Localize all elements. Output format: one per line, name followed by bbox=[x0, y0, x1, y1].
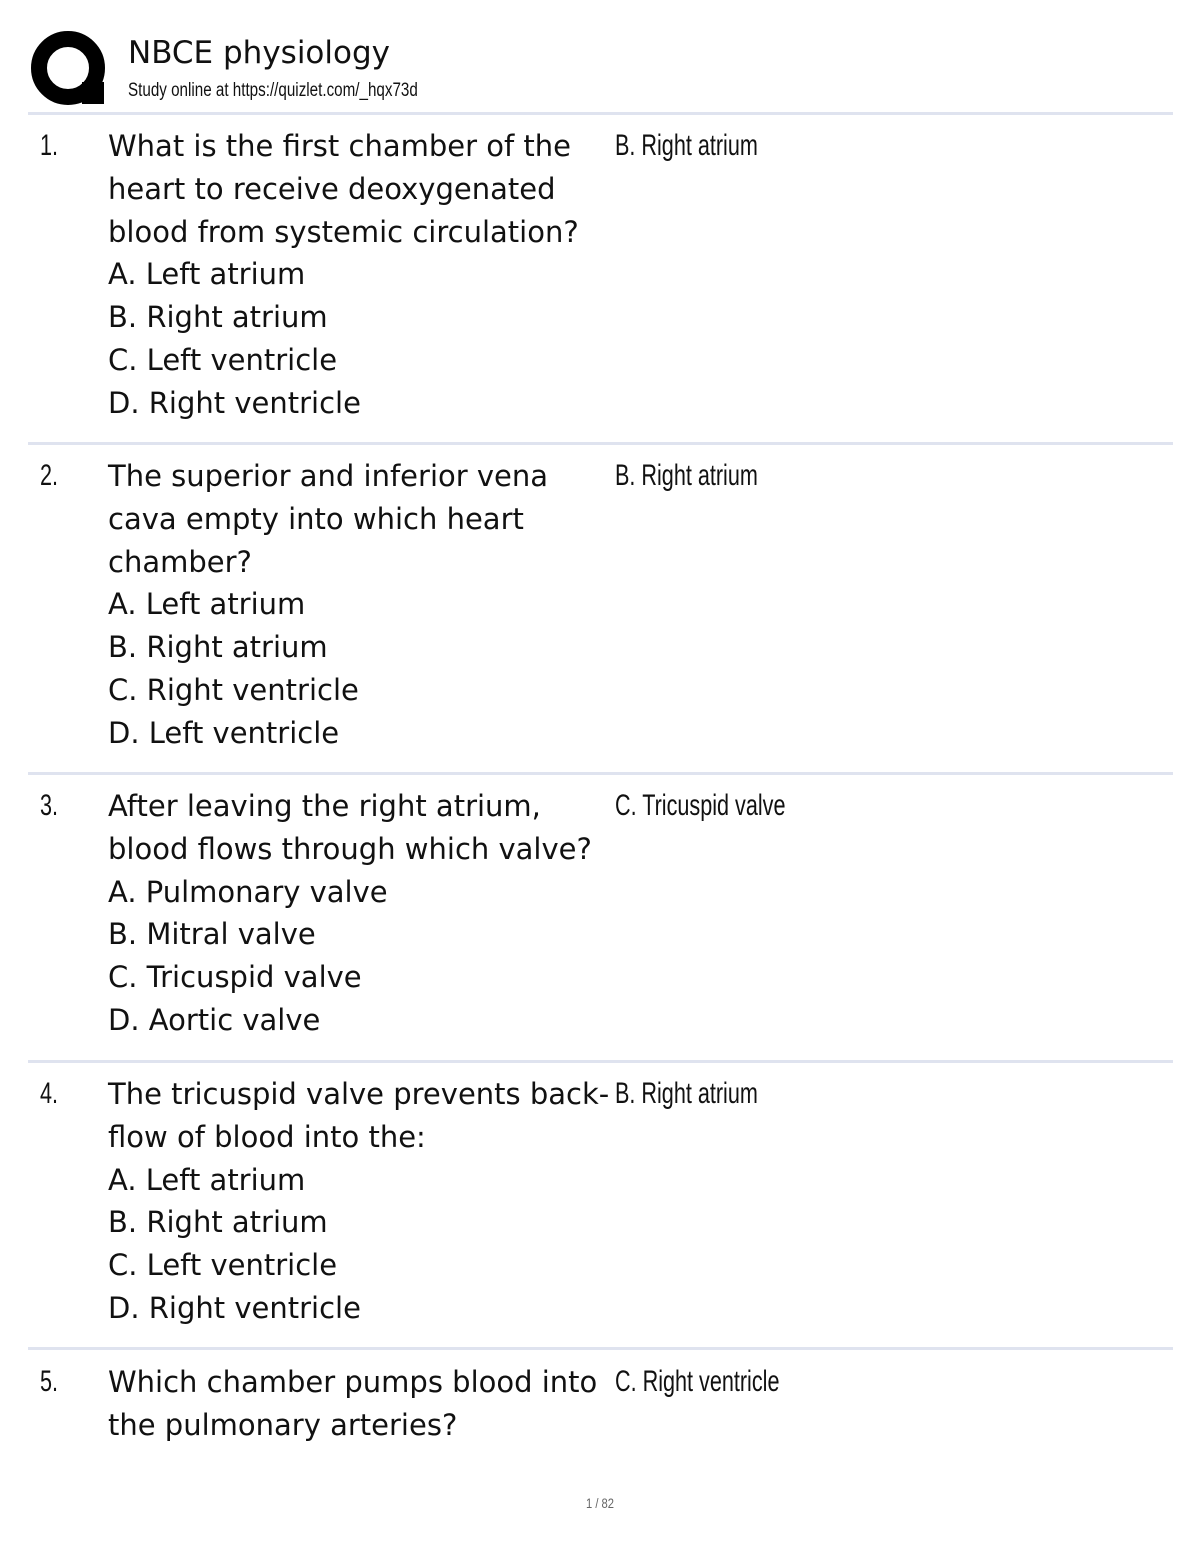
answer-option: C. Left ventricle bbox=[108, 342, 338, 377]
answer-option: A. Left atrium bbox=[108, 587, 306, 622]
card-number: 5. bbox=[40, 1365, 59, 1398]
quizlet-logo-icon bbox=[30, 30, 108, 108]
question-line: What is the first chamber of the bbox=[108, 129, 571, 163]
question-line: blood from systemic circulation? bbox=[108, 214, 579, 249]
card-number: 2. bbox=[40, 459, 59, 492]
card-answer: B. Right atrium bbox=[615, 459, 758, 492]
question-line: flow of blood into the: bbox=[108, 1119, 426, 1154]
answer-option: C. Left ventricle bbox=[108, 1248, 338, 1283]
divider bbox=[28, 112, 1173, 115]
card-answer: C. Tricuspid valve bbox=[615, 789, 786, 822]
card-answer: C. Right ventricle bbox=[615, 1365, 780, 1398]
question-line: cava empty into which heart bbox=[108, 501, 524, 536]
answer-option: D. Right ventricle bbox=[108, 385, 361, 420]
card-question bbox=[108, 785, 608, 1042]
answer-option: A. Left atrium bbox=[108, 1162, 306, 1197]
page-header bbox=[30, 30, 1172, 112]
divider bbox=[28, 772, 1173, 775]
answer-option: D. Right ventricle bbox=[108, 1290, 361, 1325]
answer-option: B. Right atrium bbox=[108, 300, 328, 335]
question-line: blood flows through which valve? bbox=[108, 831, 592, 866]
answer-option: B. Right atrium bbox=[108, 1205, 328, 1240]
card-question bbox=[108, 1073, 608, 1330]
answer-option: A. Pulmonary valve bbox=[108, 874, 388, 909]
question-line: After leaving the right atrium, bbox=[108, 789, 541, 823]
question-line: Which chamber pumps blood into bbox=[108, 1365, 598, 1399]
card-number: 4. bbox=[40, 1077, 59, 1110]
question-line: the pulmonary arteries? bbox=[108, 1407, 458, 1442]
answer-option: B. Mitral valve bbox=[108, 917, 316, 952]
question-line: heart to receive deoxygenated bbox=[108, 171, 556, 206]
study-online-link[interactable]: Study online at https://quizlet.com/_hqx73d bbox=[128, 80, 418, 101]
card-number: 1. bbox=[40, 129, 59, 162]
question-line: The superior and inferior vena bbox=[108, 459, 549, 493]
card-answer: B. Right atrium bbox=[615, 1077, 758, 1110]
card-question bbox=[108, 455, 608, 755]
deck-title: NBCE physiology bbox=[128, 35, 391, 71]
question-line: chamber? bbox=[108, 544, 252, 579]
question-line: The tricuspid valve prevents back- bbox=[108, 1077, 610, 1111]
card-question bbox=[108, 1361, 608, 1447]
answer-option: A. Left atrium bbox=[108, 257, 306, 292]
divider bbox=[28, 442, 1173, 445]
card-number: 3. bbox=[40, 789, 59, 822]
page-number: 1 / 82 bbox=[585, 1495, 615, 1511]
answer-option: D. Left ventricle bbox=[108, 715, 340, 750]
divider bbox=[28, 1060, 1173, 1063]
answer-option: B. Right atrium bbox=[108, 630, 328, 665]
answer-option: D. Aortic valve bbox=[108, 1002, 321, 1037]
answer-option: C. Right ventricle bbox=[108, 672, 359, 707]
answer-option: C. Tricuspid valve bbox=[108, 960, 362, 995]
divider bbox=[28, 1347, 1173, 1350]
card-answer: B. Right atrium bbox=[615, 129, 758, 162]
card-question bbox=[108, 125, 608, 425]
